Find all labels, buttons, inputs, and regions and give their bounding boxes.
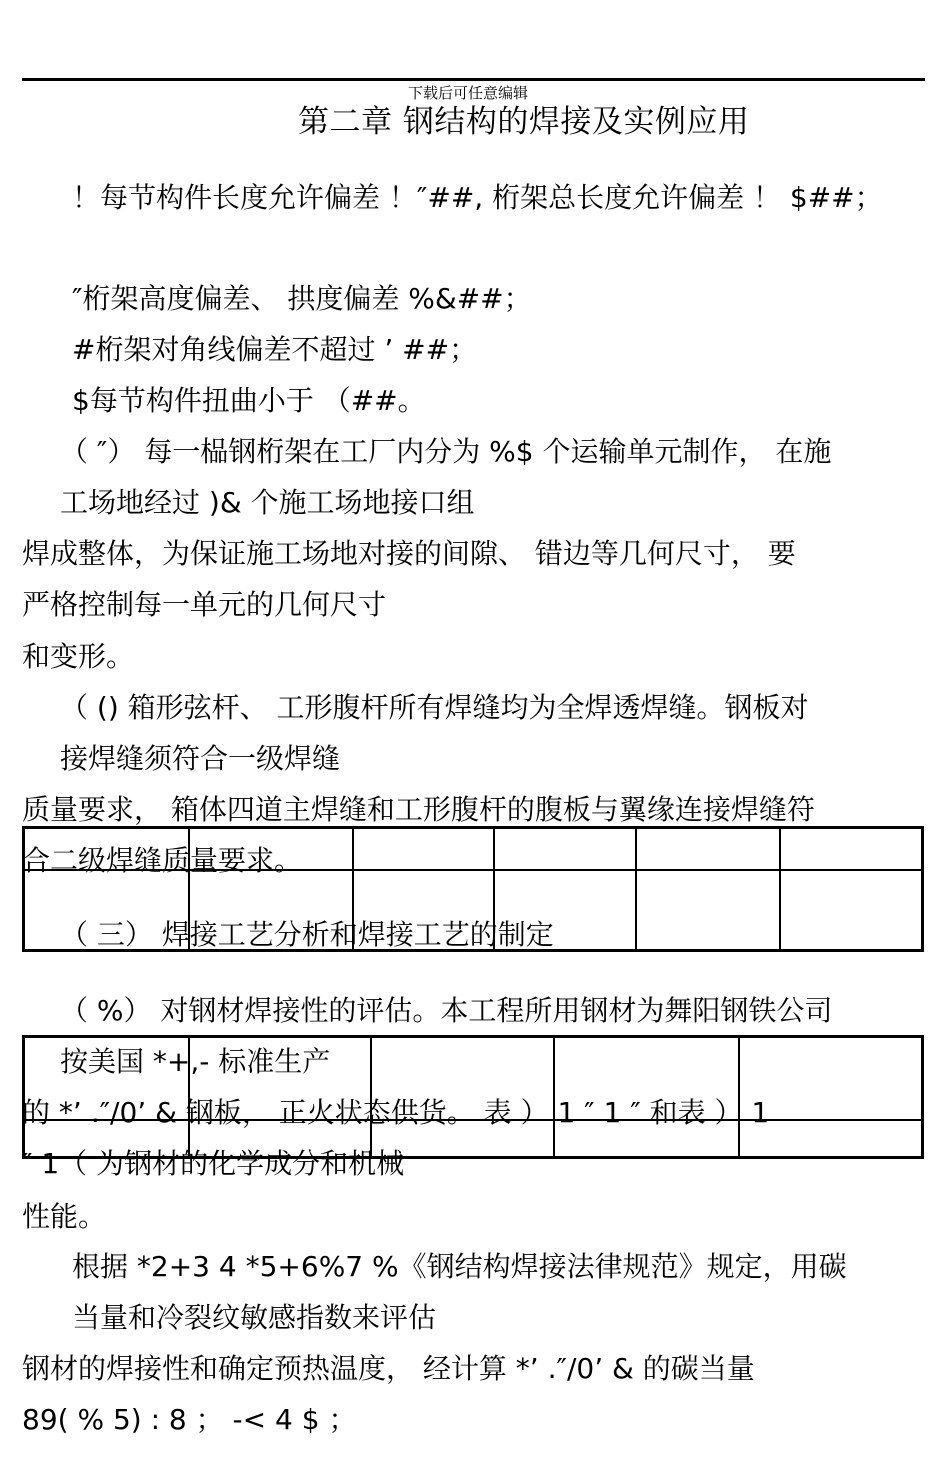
body-line: 严格控制每一单元的几何尺寸: [22, 588, 387, 621]
body-line: （ ″） 每一榀钢桁架在工厂内分为 %$ 个运输单元制作， 在施: [60, 435, 832, 468]
body-line: 89( % 5) : 8 ； -< 4 $ ；: [22, 1403, 357, 1436]
body-line: 接焊缝须符合一级焊缝: [60, 742, 341, 775]
chapter-title: 第二章 钢结构的焊接及实例应用: [298, 104, 750, 140]
body-line: 焊成整体，为保证施工场地对接的间隙、 错边等几何尺寸， 要: [22, 537, 796, 570]
header-note: 下载后可任意编辑: [408, 84, 529, 102]
body-line: #桁架对角线偏差不超过 ’ ##；: [72, 333, 478, 366]
body-line: （ %） 对钢材焊接性的评估。本工程所用钢材为舞阳钢铁公司: [60, 994, 833, 1027]
body-line: 质量要求， 箱体四道主焊缝和工形腹杆的腹板与翼缘连接焊缝符: [22, 793, 815, 826]
header-rule: [22, 78, 925, 81]
section-heading: （ 三） 焊接工艺分析和焊接工艺的制定: [60, 918, 554, 951]
body-line: 按美国 *+,- 标准生产: [60, 1045, 331, 1078]
body-line: ！每节构件长度允许偏差 ！″##, 桁架总长度允许偏差 ！ $##；: [72, 181, 883, 214]
body-line: 根据 *2+3 4 *5+6%7 %《钢结构焊接法律规范》规定，用碳: [72, 1250, 847, 1283]
body-line: ″桁架高度偏差、 拱度偏差 %&##；: [72, 282, 532, 315]
body-line: 的 *’ .″/0’ & 钢板， 正火状态供货。 表 ） 1 ″ 1 ″ 和表 ） 1: [22, 1096, 770, 1129]
body-line: $每节构件扭曲小于 （##。: [72, 384, 426, 417]
body-line: 性能。: [22, 1200, 107, 1233]
body-line: 工场地经过 )& 个施工场地接口组: [60, 486, 475, 519]
table-grid-1-col-line: [635, 829, 637, 949]
body-line: 和变形。: [22, 640, 135, 673]
body-line: 合二级焊缝质量要求。: [22, 844, 303, 877]
table-grid-1-col-line: [779, 829, 781, 949]
body-line: 钢材的焊接性和确定预热温度， 经计算 *’ .″/0’ & 的碳当量: [22, 1352, 755, 1385]
body-line: 当量和冷裂纹敏感指数来评估: [72, 1301, 437, 1334]
body-line: （ () 箱形弦杆、 工形腹杆所有焊缝均为全焊透焊缝。钢板对: [60, 691, 809, 724]
body-line: ″ 1（ 为钢材的化学成分和机械: [22, 1147, 405, 1180]
